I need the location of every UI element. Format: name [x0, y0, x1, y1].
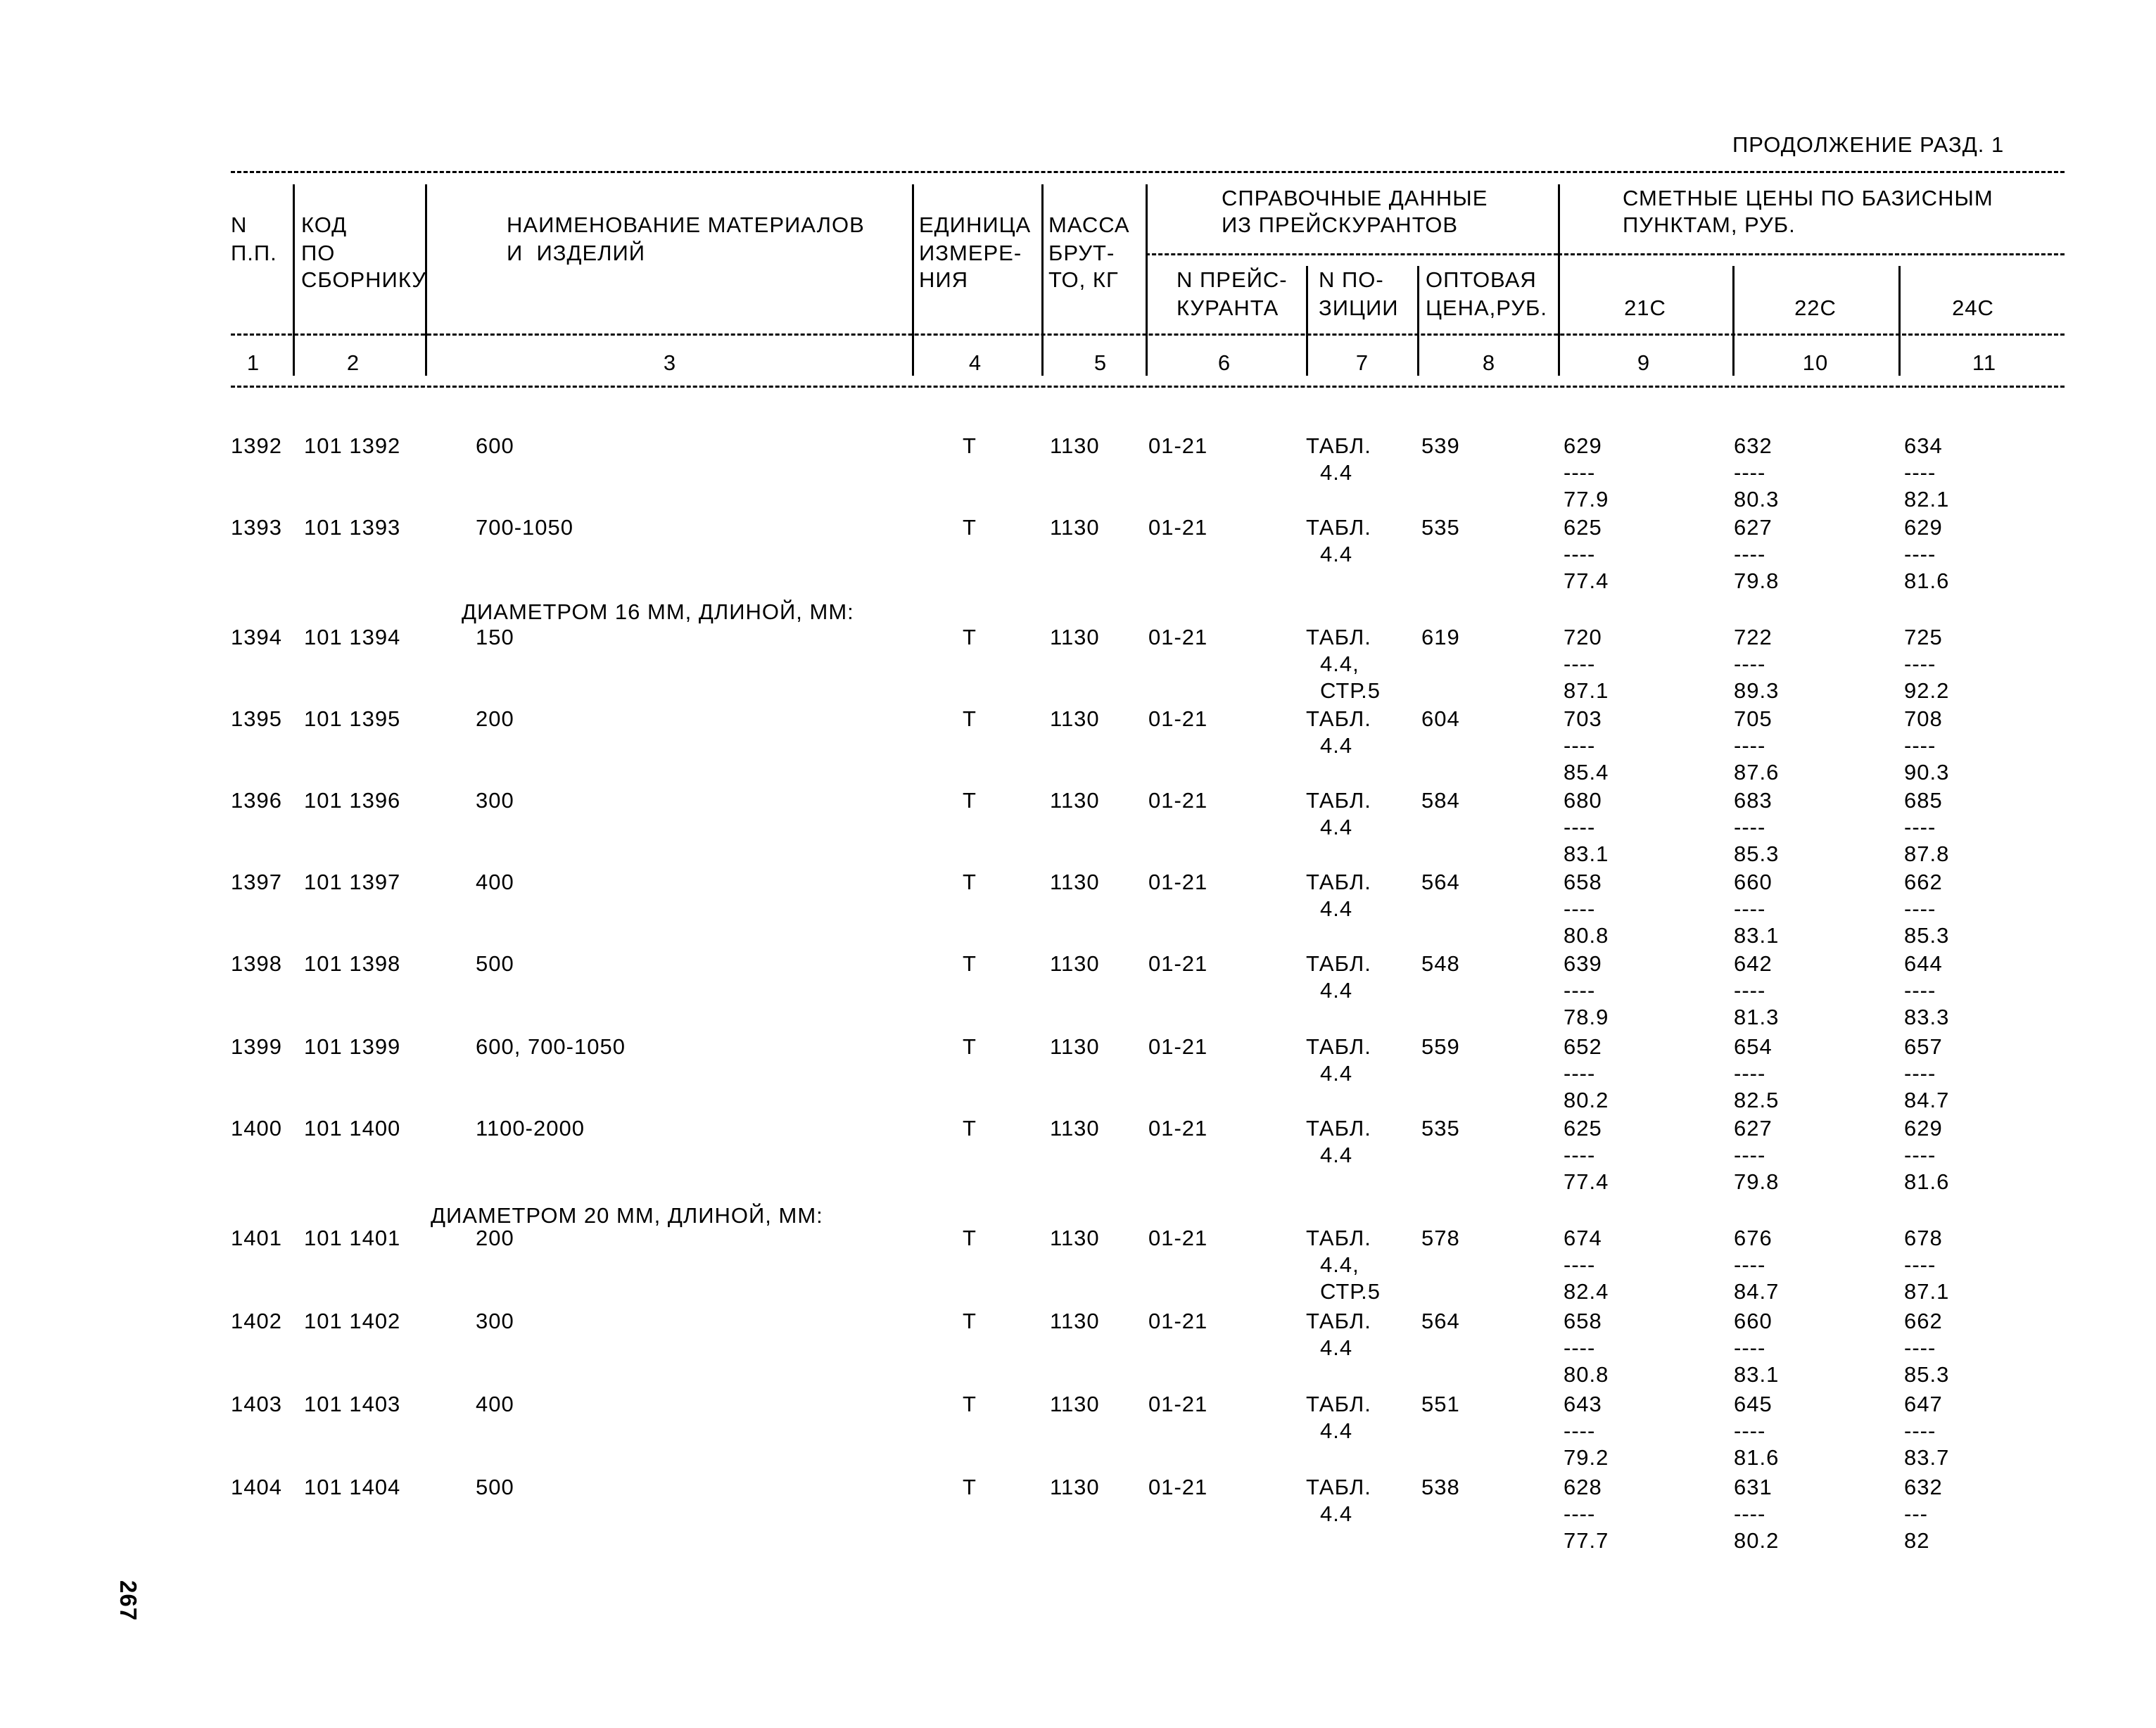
- header-p21: 21С: [1624, 296, 1666, 320]
- row-code: 101 1398: [304, 951, 401, 976]
- row-price-24c-lower: 82.1: [1904, 487, 1950, 512]
- row-price-22c: 722: [1734, 625, 1773, 649]
- row-name: 500: [476, 951, 514, 976]
- row-price-22c-rule: ----: [1734, 1061, 1766, 1086]
- row-price-24c: 662: [1904, 1309, 1943, 1333]
- row-name: 150: [476, 625, 514, 649]
- price-sub-rule: [1558, 253, 2065, 255]
- row-wholesale-price: 535: [1421, 1116, 1460, 1141]
- section-heading-20mm: ДИАМЕТРОМ 20 ММ, ДЛИНОЙ, ММ:: [431, 1203, 823, 1228]
- row-code: 101 1395: [304, 706, 401, 731]
- header-name: НАИМЕНОВАНИЕ МАТЕРИАЛОВ: [507, 212, 865, 237]
- row-price-21c-lower: 77.7: [1564, 1528, 1609, 1553]
- row-price-21c: 658: [1564, 1309, 1602, 1333]
- row-price-24c-lower: 85.3: [1904, 923, 1950, 948]
- header-unit-3: НИЯ: [919, 267, 969, 292]
- row-price-24c: 644: [1904, 951, 1943, 976]
- row-position: ТАБЛ.: [1306, 1309, 1371, 1333]
- row-price-24c-lower: 83.3: [1904, 1005, 1950, 1029]
- row-price-21c-rule: ----: [1564, 1252, 1596, 1277]
- row-price-24c-rule: ---: [1904, 1501, 1928, 1526]
- row-price-22c-lower: 82.5: [1734, 1088, 1780, 1112]
- row-price-22c: 631: [1734, 1475, 1773, 1499]
- row-price-22c-rule: ----: [1734, 1501, 1766, 1526]
- row-price-21c: 652: [1564, 1034, 1602, 1059]
- row-price-24c-rule: ----: [1904, 652, 1936, 676]
- row-unit: Т: [963, 1475, 977, 1499]
- row-price-24c-rule: ----: [1904, 815, 1936, 839]
- row-number: 1402: [231, 1309, 282, 1333]
- row-price-24c: 662: [1904, 870, 1943, 894]
- row-position-2: 4.4: [1320, 1501, 1353, 1526]
- row-position: ТАБЛ.: [1306, 625, 1371, 649]
- row-wholesale-price: 564: [1421, 1309, 1460, 1333]
- row-price-21c-lower: 85.4: [1564, 760, 1609, 784]
- header-mass: МАССА: [1048, 212, 1130, 237]
- header-p24: 24С: [1952, 296, 1994, 320]
- row-price-21c-lower: 78.9: [1564, 1005, 1609, 1029]
- row-price-24c: 647: [1904, 1392, 1943, 1416]
- row-price-22c: 627: [1734, 1116, 1773, 1141]
- row-price-22c-lower: 79.8: [1734, 1169, 1780, 1194]
- row-unit: Т: [963, 1226, 977, 1250]
- row-number: 1398: [231, 951, 282, 976]
- row-price-24c-lower: 92.2: [1904, 678, 1950, 703]
- row-position-3: СТР.5: [1320, 678, 1381, 703]
- row-mass: 1130: [1050, 1309, 1100, 1333]
- row-code: 101 1393: [304, 515, 401, 540]
- row-price-24c-rule: ----: [1904, 460, 1936, 485]
- header-opt: ОПТОВАЯ: [1426, 267, 1537, 292]
- row-price-24c-rule: ----: [1904, 1335, 1936, 1360]
- row-position-2: 4.4: [1320, 978, 1353, 1003]
- header-price: СМЕТНЫЕ ЦЕНЫ ПО БАЗИСНЫМ: [1623, 186, 1993, 210]
- row-price-24c-lower: 84.7: [1904, 1088, 1950, 1112]
- row-unit: Т: [963, 1392, 977, 1416]
- row-mass: 1130: [1050, 1116, 1100, 1141]
- row-price-21c-rule: ----: [1564, 978, 1596, 1003]
- col-num: 9: [1637, 350, 1651, 375]
- header-name-2: И ИЗДЕЛИЙ: [507, 241, 646, 265]
- row-price-24c-lower: 81.6: [1904, 1169, 1950, 1194]
- row-wholesale-price: 559: [1421, 1034, 1460, 1059]
- row-code: 101 1397: [304, 870, 401, 894]
- row-pricelist: 01-21: [1148, 788, 1208, 813]
- row-code: 101 1392: [304, 433, 401, 458]
- row-price-24c-lower: 87.1: [1904, 1279, 1950, 1304]
- row-mass: 1130: [1050, 1226, 1100, 1250]
- row-mass: 1130: [1050, 706, 1100, 731]
- row-mass: 1130: [1050, 870, 1100, 894]
- row-pricelist: 01-21: [1148, 1392, 1208, 1416]
- col-sep-3: [912, 184, 914, 376]
- col-num: 2: [346, 350, 360, 375]
- row-price-22c-lower: 81.3: [1734, 1005, 1780, 1029]
- header-ref: СПРАВОЧНЫЕ ДАННЫЕ: [1222, 186, 1488, 210]
- row-price-21c-rule: ----: [1564, 542, 1596, 566]
- row-price-21c-rule: ----: [1564, 733, 1596, 758]
- row-unit: Т: [963, 1116, 977, 1141]
- row-price-22c-lower: 79.8: [1734, 568, 1780, 593]
- row-number: 1394: [231, 625, 282, 649]
- row-position: ТАБЛ.: [1306, 1116, 1371, 1141]
- header-prk: N ПРЕЙС-: [1177, 267, 1288, 292]
- row-unit: Т: [963, 951, 977, 976]
- row-mass: 1130: [1050, 1392, 1100, 1416]
- row-price-21c-rule: ----: [1564, 1061, 1596, 1086]
- header-bottom-rule: [231, 333, 2065, 336]
- row-unit: Т: [963, 1034, 977, 1059]
- row-pricelist: 01-21: [1148, 1309, 1208, 1333]
- row-wholesale-price: 578: [1421, 1226, 1460, 1250]
- section-heading-16mm: ДИАМЕТРОМ 16 ММ, ДЛИНОЙ, ММ:: [462, 599, 854, 624]
- row-number: 1403: [231, 1392, 282, 1416]
- row-price-21c-rule: ----: [1564, 1418, 1596, 1443]
- row-wholesale-price: 564: [1421, 870, 1460, 894]
- row-price-24c-lower: 85.3: [1904, 1362, 1950, 1387]
- row-position-2: 4.4,: [1320, 652, 1359, 676]
- header-kod: КОД: [301, 212, 348, 237]
- row-price-22c-lower: 89.3: [1734, 678, 1780, 703]
- row-name: 300: [476, 1309, 514, 1333]
- row-position: ТАБЛ.: [1306, 1226, 1371, 1250]
- header-p22: 22С: [1794, 296, 1837, 320]
- row-name: 200: [476, 706, 514, 731]
- row-price-24c: 634: [1904, 433, 1943, 458]
- row-position: ТАБЛ.: [1306, 788, 1371, 813]
- row-price-21c-rule: ----: [1564, 460, 1596, 485]
- row-price-24c: 725: [1904, 625, 1943, 649]
- row-price-22c-rule: ----: [1734, 1335, 1766, 1360]
- row-price-24c-rule: ----: [1904, 1061, 1936, 1086]
- row-wholesale-price: 604: [1421, 706, 1460, 731]
- row-number: 1392: [231, 433, 282, 458]
- row-number: 1401: [231, 1226, 282, 1250]
- col-num: 5: [1093, 350, 1108, 375]
- row-position: ТАБЛ.: [1306, 870, 1371, 894]
- row-price-22c-lower: 80.2: [1734, 1528, 1780, 1553]
- col-num: 4: [968, 350, 982, 375]
- row-name: 700-1050: [476, 515, 574, 540]
- row-mass: 1130: [1050, 515, 1100, 540]
- row-code: 101 1400: [304, 1116, 401, 1141]
- header-mass-2: БРУТ-: [1048, 241, 1115, 265]
- row-code: 101 1396: [304, 788, 401, 813]
- row-price-21c: 643: [1564, 1392, 1602, 1416]
- col-sep-9: [1732, 266, 1735, 376]
- row-position: ТАБЛ.: [1306, 433, 1371, 458]
- row-position: ТАБЛ.: [1306, 1475, 1371, 1499]
- row-price-22c-rule: ----: [1734, 652, 1766, 676]
- ref-sub-rule: [1146, 253, 1558, 255]
- row-price-24c-rule: ----: [1904, 542, 1936, 566]
- row-unit: Т: [963, 788, 977, 813]
- row-position-2: 4.4: [1320, 1335, 1353, 1360]
- row-price-21c: 680: [1564, 788, 1602, 813]
- header-n: N: [231, 212, 248, 237]
- row-name: 300: [476, 788, 514, 813]
- row-price-22c-lower: 87.6: [1734, 760, 1780, 784]
- row-mass: 1130: [1050, 625, 1100, 649]
- row-price-22c-rule: ----: [1734, 733, 1766, 758]
- row-unit: Т: [963, 870, 977, 894]
- row-position: ТАБЛ.: [1306, 515, 1371, 540]
- col-num: 6: [1217, 350, 1231, 375]
- col-num: 11: [1972, 350, 1997, 375]
- row-price-21c: 629: [1564, 433, 1602, 458]
- row-pricelist: 01-21: [1148, 515, 1208, 540]
- col-num: 7: [1355, 350, 1369, 375]
- row-price-21c-lower: 80.8: [1564, 1362, 1609, 1387]
- table-top-rule: [231, 171, 2065, 173]
- row-code: 101 1401: [304, 1226, 401, 1250]
- row-position-3: СТР.5: [1320, 1279, 1381, 1304]
- row-price-22c-lower: 81.6: [1734, 1445, 1780, 1470]
- row-price-22c-rule: ----: [1734, 1252, 1766, 1277]
- row-number: 1396: [231, 788, 282, 813]
- col-sep-8: [1558, 184, 1560, 376]
- row-price-24c-rule: ----: [1904, 733, 1936, 758]
- row-unit: Т: [963, 706, 977, 731]
- row-position-2: 4.4: [1320, 896, 1353, 921]
- header-unit: ЕДИНИЦА: [919, 212, 1032, 237]
- row-price-24c: 708: [1904, 706, 1943, 731]
- row-position: ТАБЛ.: [1306, 706, 1371, 731]
- header-mass-3: ТО, КГ: [1048, 267, 1119, 292]
- row-mass: 1130: [1050, 1475, 1100, 1499]
- row-price-22c: 705: [1734, 706, 1773, 731]
- row-price-22c-lower: 85.3: [1734, 841, 1780, 866]
- row-wholesale-price: 548: [1421, 951, 1460, 976]
- row-price-22c-rule: ----: [1734, 460, 1766, 485]
- col-sep-7: [1417, 266, 1419, 376]
- row-mass: 1130: [1050, 951, 1100, 976]
- header-ref-2: ИЗ ПРЕЙСКУРАНТОВ: [1222, 212, 1459, 237]
- row-price-24c: 629: [1904, 515, 1943, 540]
- row-pricelist: 01-21: [1148, 706, 1208, 731]
- row-price-24c-rule: ----: [1904, 1252, 1936, 1277]
- col-num: 3: [663, 350, 677, 375]
- row-mass: 1130: [1050, 433, 1100, 458]
- row-wholesale-price: 584: [1421, 788, 1460, 813]
- row-price-24c-lower: 83.7: [1904, 1445, 1950, 1470]
- row-position-2: 4.4: [1320, 542, 1353, 566]
- row-price-21c-rule: ----: [1564, 1335, 1596, 1360]
- row-price-24c-rule: ----: [1904, 896, 1936, 921]
- header-opt-2: ЦЕНА,РУБ.: [1426, 296, 1547, 320]
- header-n-2: П.П.: [231, 241, 277, 265]
- row-position: ТАБЛ.: [1306, 1034, 1371, 1059]
- row-pricelist: 01-21: [1148, 1116, 1208, 1141]
- row-name: 500: [476, 1475, 514, 1499]
- row-price-24c-lower: 81.6: [1904, 568, 1950, 593]
- row-price-22c: 654: [1734, 1034, 1773, 1059]
- row-price-22c-lower: 83.1: [1734, 1362, 1780, 1387]
- row-price-21c-lower: 83.1: [1564, 841, 1609, 866]
- header-price-2: ПУНКТАМ, РУБ.: [1623, 212, 1796, 237]
- row-price-21c: 639: [1564, 951, 1602, 976]
- row-number: 1393: [231, 515, 282, 540]
- col-sep-4: [1041, 184, 1044, 376]
- row-unit: Т: [963, 515, 977, 540]
- row-price-21c-lower: 80.2: [1564, 1088, 1609, 1112]
- row-price-21c-rule: ----: [1564, 896, 1596, 921]
- row-price-24c: 657: [1904, 1034, 1943, 1059]
- row-position-2: 4.4: [1320, 815, 1353, 839]
- row-position-2: 4.4: [1320, 1418, 1353, 1443]
- row-unit: Т: [963, 433, 977, 458]
- row-price-22c-rule: ----: [1734, 978, 1766, 1003]
- row-position-2: 4.4: [1320, 1143, 1353, 1167]
- row-price-21c-lower: 87.1: [1564, 678, 1609, 703]
- row-price-22c-lower: 83.1: [1734, 923, 1780, 948]
- row-price-21c-rule: ----: [1564, 1501, 1596, 1526]
- row-price-24c-rule: ----: [1904, 978, 1936, 1003]
- row-position-2: 4.4: [1320, 460, 1353, 485]
- row-name: 600, 700-1050: [476, 1034, 626, 1059]
- row-price-21c-lower: 77.9: [1564, 487, 1609, 512]
- row-number: 1400: [231, 1116, 282, 1141]
- row-number: 1399: [231, 1034, 282, 1059]
- row-price-21c-lower: 77.4: [1564, 1169, 1609, 1194]
- row-code: 101 1403: [304, 1392, 401, 1416]
- row-number: 1404: [231, 1475, 282, 1499]
- row-position: ТАБЛ.: [1306, 951, 1371, 976]
- row-pricelist: 01-21: [1148, 625, 1208, 649]
- row-pricelist: 01-21: [1148, 433, 1208, 458]
- row-number: 1395: [231, 706, 282, 731]
- row-name: 600: [476, 433, 514, 458]
- row-price-22c-rule: ----: [1734, 542, 1766, 566]
- row-price-22c: 660: [1734, 1309, 1773, 1333]
- row-pricelist: 01-21: [1148, 1034, 1208, 1059]
- row-name: 400: [476, 1392, 514, 1416]
- row-wholesale-price: 538: [1421, 1475, 1460, 1499]
- header-kod-2: ПО: [301, 241, 336, 265]
- header-poz: N ПО-: [1319, 267, 1384, 292]
- row-price-22c-rule: ----: [1734, 815, 1766, 839]
- row-price-21c-lower: 82.4: [1564, 1279, 1609, 1304]
- header-poz-2: ЗИЦИИ: [1319, 296, 1399, 320]
- row-price-21c: 703: [1564, 706, 1602, 731]
- col-num: 1: [246, 350, 260, 375]
- row-price-21c: 628: [1564, 1475, 1602, 1499]
- row-price-21c-lower: 77.4: [1564, 568, 1609, 593]
- row-price-21c: 625: [1564, 1116, 1602, 1141]
- row-price-21c-rule: ----: [1564, 652, 1596, 676]
- row-price-24c-rule: ----: [1904, 1143, 1936, 1167]
- row-code: 101 1404: [304, 1475, 401, 1499]
- row-position: ТАБЛ.: [1306, 1392, 1371, 1416]
- col-sep-5: [1146, 184, 1148, 376]
- row-price-21c: 720: [1564, 625, 1602, 649]
- row-unit: Т: [963, 625, 977, 649]
- row-number: 1397: [231, 870, 282, 894]
- row-price-21c-lower: 80.8: [1564, 923, 1609, 948]
- row-mass: 1130: [1050, 788, 1100, 813]
- row-price-22c-lower: 84.7: [1734, 1279, 1780, 1304]
- row-pricelist: 01-21: [1148, 951, 1208, 976]
- row-code: 101 1399: [304, 1034, 401, 1059]
- row-position-2: 4.4,: [1320, 1252, 1359, 1277]
- row-price-21c: 674: [1564, 1226, 1602, 1250]
- row-price-21c-rule: ----: [1564, 815, 1596, 839]
- row-price-21c-lower: 79.2: [1564, 1445, 1609, 1470]
- row-price-24c: 629: [1904, 1116, 1943, 1141]
- row-price-22c: 676: [1734, 1226, 1773, 1250]
- col-sep-1: [293, 184, 295, 376]
- row-price-24c: 678: [1904, 1226, 1943, 1250]
- row-price-22c-rule: ----: [1734, 896, 1766, 921]
- row-price-24c-lower: 87.8: [1904, 841, 1950, 866]
- row-price-22c: 632: [1734, 433, 1773, 458]
- page-number: 267: [115, 1580, 141, 1622]
- row-price-21c: 658: [1564, 870, 1602, 894]
- row-pricelist: 01-21: [1148, 1475, 1208, 1499]
- row-price-24c-lower: 90.3: [1904, 760, 1950, 784]
- row-code: 101 1394: [304, 625, 401, 649]
- row-price-22c-rule: ----: [1734, 1143, 1766, 1167]
- numbers-bottom-rule: [231, 386, 2065, 388]
- row-price-22c: 627: [1734, 515, 1773, 540]
- row-name: 400: [476, 870, 514, 894]
- row-pricelist: 01-21: [1148, 1226, 1208, 1250]
- row-position-2: 4.4: [1320, 733, 1353, 758]
- row-price-22c: 683: [1734, 788, 1773, 813]
- row-wholesale-price: 535: [1421, 515, 1460, 540]
- row-price-22c: 660: [1734, 870, 1773, 894]
- row-name: 200: [476, 1226, 514, 1250]
- row-wholesale-price: 551: [1421, 1392, 1460, 1416]
- row-wholesale-price: 539: [1421, 433, 1460, 458]
- header-prk-2: КУРАНТА: [1177, 296, 1279, 320]
- page-title: ПРОДОЛЖЕНИЕ РАЗД. 1: [1732, 132, 2005, 157]
- row-wholesale-price: 619: [1421, 625, 1460, 649]
- row-price-21c-rule: ----: [1564, 1143, 1596, 1167]
- row-price-22c-lower: 80.3: [1734, 487, 1780, 512]
- row-price-22c-rule: ----: [1734, 1418, 1766, 1443]
- row-price-24c: 632: [1904, 1475, 1943, 1499]
- col-sep-6: [1306, 266, 1308, 376]
- row-price-24c-rule: ----: [1904, 1418, 1936, 1443]
- row-unit: Т: [963, 1309, 977, 1333]
- row-price-21c: 625: [1564, 515, 1602, 540]
- row-price-24c-lower: 82: [1904, 1528, 1930, 1553]
- col-sep-10: [1898, 266, 1901, 376]
- col-num: 10: [1802, 350, 1829, 375]
- row-price-22c: 645: [1734, 1392, 1773, 1416]
- row-position-2: 4.4: [1320, 1061, 1353, 1086]
- header-kod-3: СБОРНИКУ: [301, 267, 426, 292]
- row-mass: 1130: [1050, 1034, 1100, 1059]
- col-num: 8: [1482, 350, 1496, 375]
- row-name: 1100-2000: [476, 1116, 585, 1141]
- row-pricelist: 01-21: [1148, 870, 1208, 894]
- row-code: 101 1402: [304, 1309, 401, 1333]
- row-price-24c: 685: [1904, 788, 1943, 813]
- row-price-22c: 642: [1734, 951, 1773, 976]
- header-unit-2: ИЗМЕРЕ-: [919, 241, 1022, 265]
